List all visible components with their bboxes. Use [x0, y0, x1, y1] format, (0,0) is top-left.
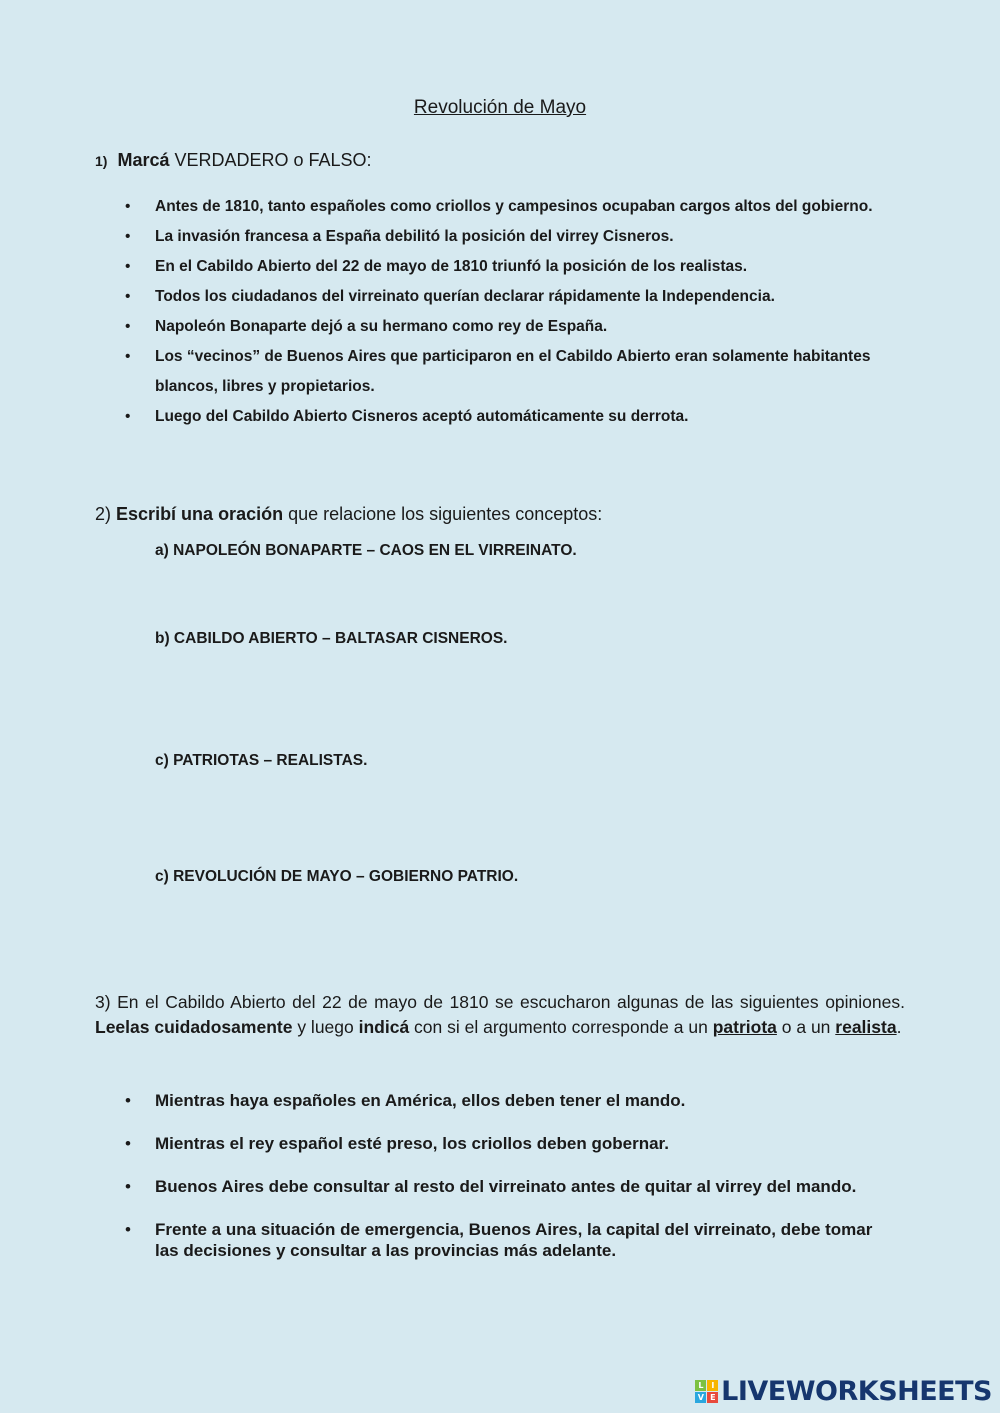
section3-instr-text: y luego — [292, 1017, 359, 1037]
section1-heading — [95, 150, 372, 171]
section3-instr-bold2: indicá — [358, 1017, 410, 1037]
liveworksheets-mark-icon — [695, 1380, 718, 1403]
page-title: Revolución de Mayo — [413, 97, 587, 118]
section1-heading-rest: VERDADERO o FALSO: — [169, 150, 372, 170]
section3-instr-text: o a un — [776, 1017, 836, 1037]
logo-mark-letter: E — [707, 1392, 718, 1403]
opinion-item: • Mientras haya españoles en América, ellos deben tener el mando. — [155, 1090, 890, 1111]
section3-intro: 3) En el Cabildo Abierto del 22 de mayo de 1810 se escucharon algunas de las siguientes opiniones. — [95, 992, 905, 1012]
patriota-keyword: patriota — [712, 1017, 777, 1037]
section2-heading — [95, 504, 602, 525]
liveworksheets-logo — [695, 1376, 992, 1407]
concept-pair-b: b) CABILDO ABIERTO – BALTASAR CISNEROS. — [155, 630, 508, 647]
logo-mark-letter: L — [695, 1380, 706, 1391]
section2-heading-bold: Escribí una oración — [116, 504, 284, 524]
statement-item: • Los “vecinos” de Buenos Aires que participaron en el Cabildo Abierto eran solamente habitantes blancos, libres y propietarios. — [155, 342, 875, 402]
logo-text: LIVEWORKSHEETS — [721, 1376, 992, 1407]
section1-heading-bold: Marcá — [117, 150, 170, 170]
opinion-item: • Mientras el rey español esté preso, los criollos deben gobernar. — [155, 1133, 890, 1154]
realista-keyword: realista — [835, 1017, 897, 1037]
statement-item: • La invasión francesa a España debilitó la posición del virrey Cisneros. — [155, 222, 875, 252]
concept-pair-a: a) NAPOLEÓN BONAPARTE – CAOS EN EL VIRREINATO. — [155, 542, 577, 559]
section3-instr-text: con si el argumento corresponde a un — [409, 1017, 713, 1037]
logo-mark-letter: V — [695, 1392, 706, 1403]
logo-mark-letter: I — [707, 1380, 718, 1391]
statement-item: • En el Cabildo Abierto del 22 de mayo de 1810 triunfó la posición de los realistas. — [155, 252, 875, 282]
statement-item: • Todos los ciudadanos del virreinato querían declarar rápidamente la Independencia. — [155, 282, 875, 312]
opinion-item: • Buenos Aires debe consultar al resto del virreinato antes de quitar al virrey del mando. — [155, 1176, 890, 1197]
opinions-list — [155, 1090, 890, 1283]
concept-pair-c: c) PATRIOTAS – REALISTAS. — [155, 752, 368, 769]
statement-item: • Napoleón Bonaparte dejó a su hermano como rey de España. — [155, 312, 875, 342]
statement-item: • Antes de 1810, tanto españoles como criollos y campesinos ocupaban cargos altos del gobierno. — [155, 192, 875, 222]
statement-item: • Luego del Cabildo Abierto Cisneros aceptó automáticamente su derrota. — [155, 402, 875, 432]
section3-instr-end: . — [896, 1017, 902, 1037]
section2-number: 2) — [95, 504, 112, 524]
concept-pair-d: c) REVOLUCIÓN DE MAYO – GOBIERNO PATRIO. — [155, 868, 519, 885]
opinion-item: • Frente a una situación de emergencia, Buenos Aires, la capital del virreinato, debe tomar las decisiones y consultar a las provincias más adelante. — [155, 1219, 890, 1261]
section3-instr-bold1: Leelas cuidadosamente — [95, 1017, 293, 1037]
section3-instructions — [95, 990, 905, 1040]
section2-heading-rest: que relacione los siguientes conceptos: — [283, 504, 603, 524]
true-false-list — [155, 192, 875, 432]
section1-number: 1) — [95, 153, 108, 169]
